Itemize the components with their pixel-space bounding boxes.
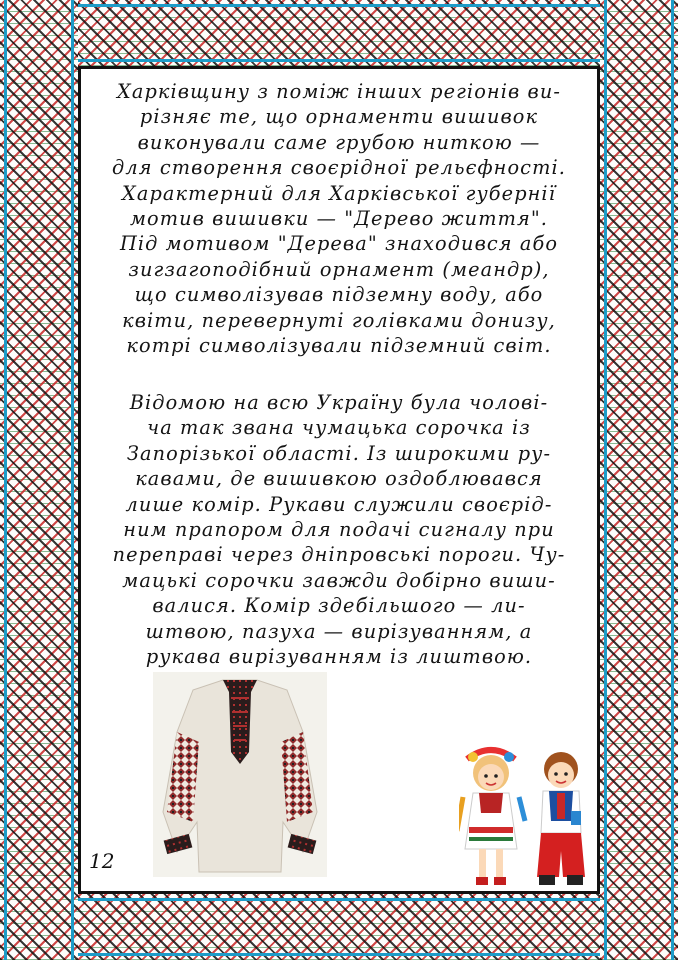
- text-line: Під мотивом "Дерева" знаходився або: [119, 232, 559, 256]
- paragraph-chumak-shirt: [89, 390, 589, 669]
- text-line: штвою, пазуха — вирізуванням, а: [145, 619, 533, 643]
- border-stripe: [604, 0, 607, 960]
- text-line: Запорізької області. Із широкими ру-: [126, 441, 552, 465]
- text-line: ча так звана чумацька сорочка із: [147, 416, 531, 440]
- embroidered-shirt-illustration: [153, 672, 327, 877]
- border-stripe: [0, 898, 678, 901]
- text-line: кавами, де вишивкою оздоблювався: [135, 467, 543, 491]
- text-line: для створення своєрідної рельєфності.: [112, 156, 566, 180]
- border-stripe: [0, 59, 678, 62]
- embroidery-border-left: [0, 0, 78, 960]
- border-stripe: [671, 0, 674, 960]
- border-stripe: [71, 0, 74, 960]
- text-line: рукава вирізуванням із лиштвою.: [145, 645, 533, 669]
- text-line: виконували саме грубою ниткою —: [137, 130, 541, 154]
- text-line: ним прапором для подачі сигналу при: [123, 518, 555, 542]
- text-line: квіти, перевернуті голівками донизу,: [122, 308, 556, 332]
- ukrainian-kids-illustration: [459, 741, 599, 891]
- text-line: Характерний для Харківської губернії: [122, 181, 556, 205]
- text-line: Харківщину з поміж інших регіонів ви-: [117, 80, 561, 103]
- text-line: котрі символізували підземний світ.: [126, 334, 552, 358]
- text-line: що символізував підземну воду, або: [134, 283, 544, 307]
- border-stripe: [4, 0, 7, 960]
- paragraph-kharkiv-embroidery: [89, 79, 589, 358]
- embroidery-border-bottom: [0, 894, 678, 960]
- kids-illustration-svg: [459, 741, 599, 891]
- embroidery-border-right: [600, 0, 678, 960]
- text-line: різняє те, що орнаменти вишивок: [139, 105, 539, 129]
- text-line: валися. Комір здебільшого — ли-: [152, 594, 526, 618]
- page-number: 12: [89, 849, 115, 873]
- girl-figure: [459, 750, 525, 885]
- border-stripe: [0, 4, 678, 7]
- text-line: зигзагоподібний орнамент (меандр),: [128, 257, 550, 281]
- boy-figure: [537, 752, 585, 885]
- content-panel: [78, 66, 600, 894]
- text-line: мотив вишивки — "Дерево життя".: [129, 207, 549, 231]
- embroidery-border-top: [0, 0, 678, 66]
- border-stripe: [0, 953, 678, 956]
- text-line: переправі через дніпровські пороги. Чу-: [112, 543, 566, 567]
- embroidered-shirt-photo: [153, 672, 327, 877]
- text-line: лише комір. Рукави служили своєрід-: [125, 492, 553, 516]
- text-line: мацькі сорочки завжди добірно виши-: [122, 568, 556, 592]
- text-line: Відомою на всю Україну була чолові-: [129, 391, 549, 414]
